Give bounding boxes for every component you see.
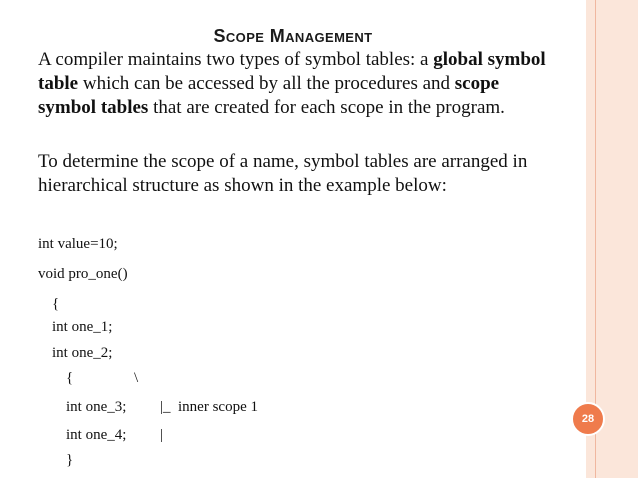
slide-title: Scope Management (213, 26, 373, 46)
code-line: void pro_one() (38, 266, 128, 282)
code-line: } (66, 452, 74, 468)
code-line: int one_3; (66, 399, 127, 415)
code-line: int one_2; (52, 345, 113, 361)
code-line: int one_4; (66, 427, 127, 443)
code-annotation: | (160, 427, 164, 443)
code-line: int one_1; (52, 319, 113, 335)
code-line: int value=10; (38, 236, 118, 252)
paragraph-text: A compiler maintains two types of symbol tables: a (38, 49, 434, 70)
paragraph-symbol-tables (38, 48, 558, 120)
bold-term-global-symbol-table: global symbol table (38, 49, 546, 94)
code-line: { (66, 370, 74, 386)
paragraph-hierarchy: To determine the scope of a name, symbol tables are arranged in hierarchical structure as shown in the example below: (38, 151, 528, 196)
paragraph-text: which can be accessed by all the procedures and (78, 73, 455, 94)
paragraph-text: that are created for each scope in the program. (148, 97, 505, 118)
bold-term-scope-symbol-tables: scope symbol tables (38, 73, 500, 118)
code-line: \ (134, 370, 139, 386)
code-line: { (52, 296, 60, 312)
page-number-badge: 28 (571, 402, 605, 436)
code-annotation: |_ inner scope 1 (160, 399, 258, 415)
